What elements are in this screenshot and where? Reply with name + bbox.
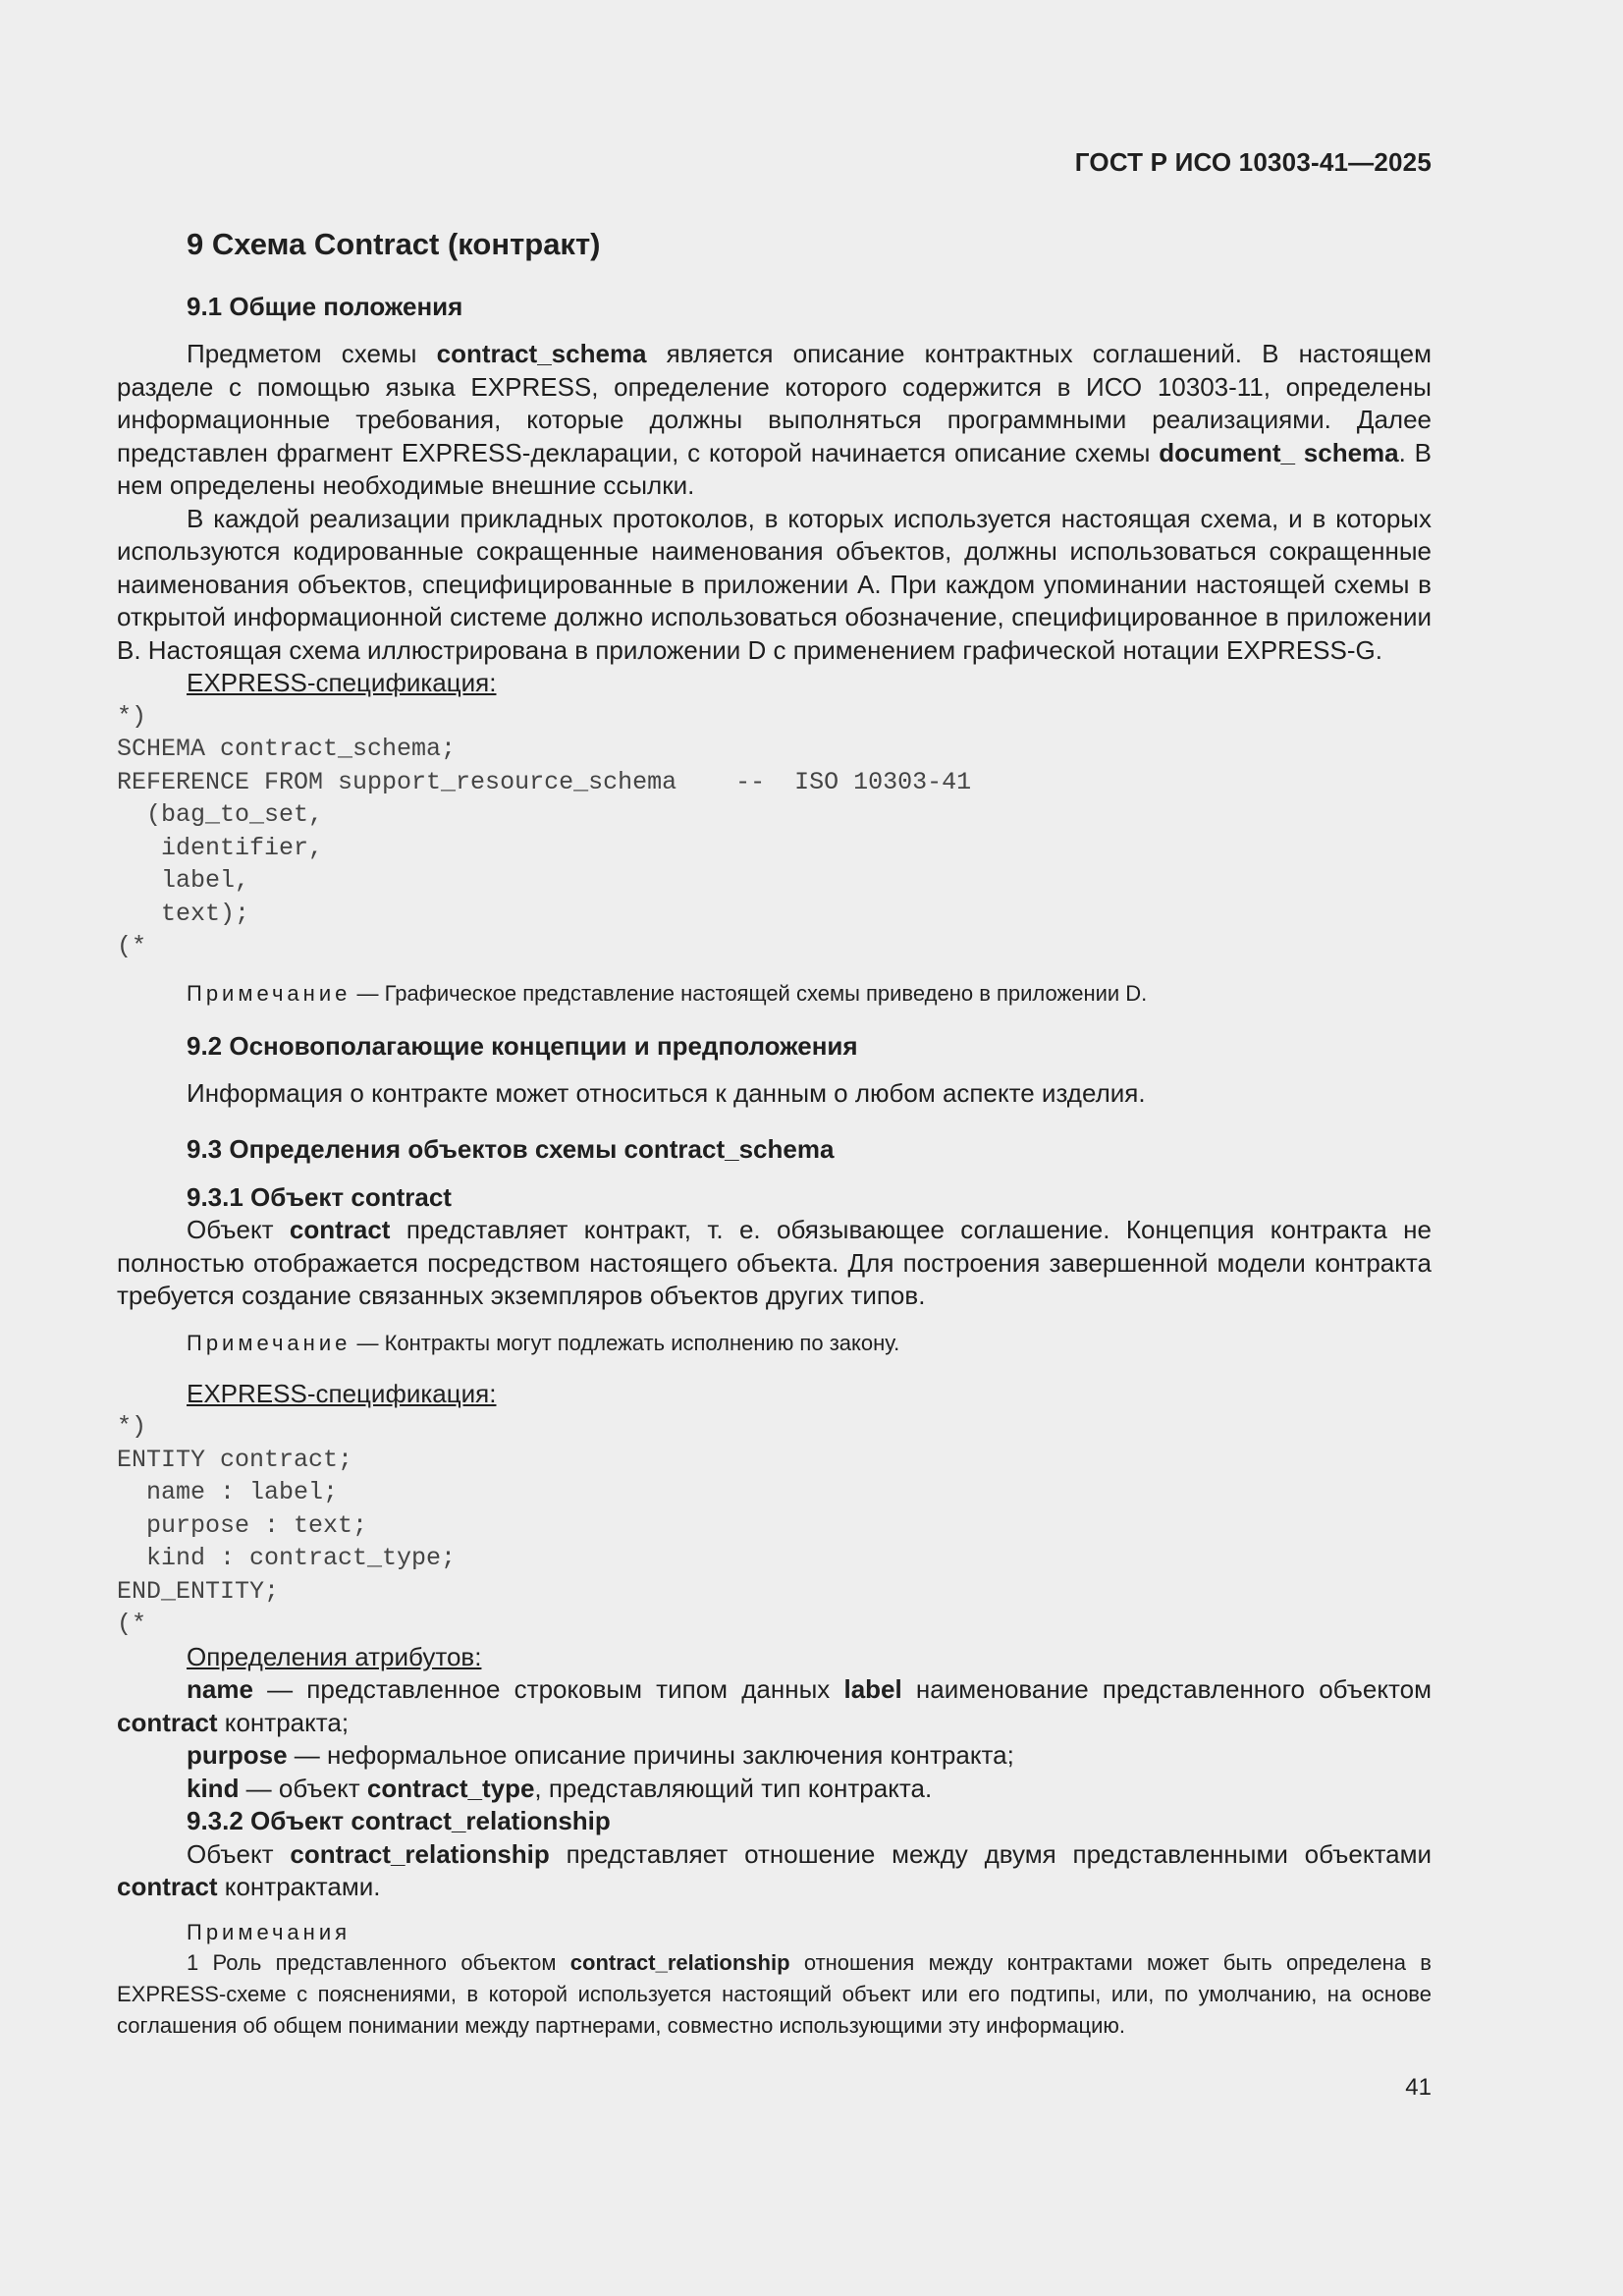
notes-heading: Примечания xyxy=(187,1919,352,1944)
section-9-2-text: Информация о контракте может относиться к данным о любом аспекте изделия. xyxy=(187,1077,1146,1108)
note-contracts-enforceable: Примечание — Контракты могут подлежать исполнению по закону. xyxy=(187,1330,900,1355)
section-9-3-title: 9.3 Определения объектов схемы contract_schema xyxy=(187,1134,835,1164)
document-page xyxy=(117,0,1432,2296)
note-1-contract-relationship: 1 Роль представленного объектом contract_relationship отношения между контрактами может быть определена в EXPRESS-схеме с пояснениями, в которой используется настоящий объект или его подтипы, или, по умолчанию, на основе соглашения об общем понимании между партнерами, совместно использующими эту информацию. xyxy=(117,1949,1432,2038)
section-9-2-title: 9.2 Основополагающие концепции и предположения xyxy=(187,1030,858,1061)
page-body xyxy=(117,224,1432,2042)
section-9-3-2-paragraph: Объект contract_relationship представляет отношение между двумя представленными объектами contract контрактами. xyxy=(117,1838,1433,1901)
attribute-name-definition: name — представленное строковым типом данных label наименование представленного объектом contract контракта; xyxy=(117,1674,1433,1737)
express-schema-code: *) SCHEMA contract_schema; REFERENCE FROM support_resource_schema -- ISO 10303-41 (bag_to_set, identifier, label, text); (* xyxy=(117,701,972,960)
attribute-purpose-definition: purpose — неформальное описание причины заключения контракта; xyxy=(187,1740,1014,1770)
standard-designation: ГОСТ Р ИСО 10303-41—2025 xyxy=(1074,147,1432,177)
section-9-1-paragraph-2: В каждой реализации прикладных протоколов, в которых используется настоящая схема, и в которых используются кодированные сокращенные наименования объектов, должны использоваться сокращенные наименования объектов, специфицированные в приложении A. При каждом упоминании настоящей схемы в открытой информационной системе должно использоваться обозначение, специфицированное в приложении B. Настоящая схема иллюстрирована в приложении D с применением графической нотации EXPRESS-G. xyxy=(117,503,1432,665)
section-9-3-1-title: 9.3.1 Объект contract xyxy=(187,1182,452,1212)
section-9-3-1-paragraph: Объект contract представляет контракт, т. е. обязывающее соглашение. Концепция контракта не полностью отображается посредством настоящего объекта. Для построения завершенной модели контракта требуется создание связанных экземпляров объектов других типов. xyxy=(117,1215,1432,1310)
page-number: 41 xyxy=(1405,2074,1432,2101)
express-entity-contract-code: *) ENTITY contract; name : label; purpose : text; kind : contract_type; END_ENTITY; (* xyxy=(117,1412,457,1638)
note-graphic-representation: Примечание — Графическое представление настоящей схемы приведено в приложении D. xyxy=(187,980,1148,1006)
attribute-kind-definition: kind — объект contract_type, представляющий тип контракта. xyxy=(187,1773,933,1803)
section-9-title: 9 Схема Contract (контракт) xyxy=(187,227,601,261)
section-9-1-title: 9.1 Общие положения xyxy=(187,292,463,321)
section-9-3-2-title: 9.3.2 Объект contract_relationship xyxy=(187,1806,611,1835)
attribute-definitions-label: Определения атрибутов: xyxy=(187,1641,482,1671)
section-9-1-paragraph-1: Предметом схемы contract_schema является описание контрактных соглашений. В настоящем разделе с помощью языка EXPRESS, определение которого содержится в ИСО 10303-11, определены информационные требования, которые должны выполняться программными реализациями. Далее представлен фрагмент EXPRESS-декларации, с которой начинается описание схемы document_ schema. В нем определены необходимые внешние ссылки. xyxy=(117,339,1432,500)
express-spec-label: EXPRESS-спецификация: xyxy=(187,668,497,697)
express-spec-label-contract: EXPRESS-спецификация: xyxy=(187,1378,497,1408)
